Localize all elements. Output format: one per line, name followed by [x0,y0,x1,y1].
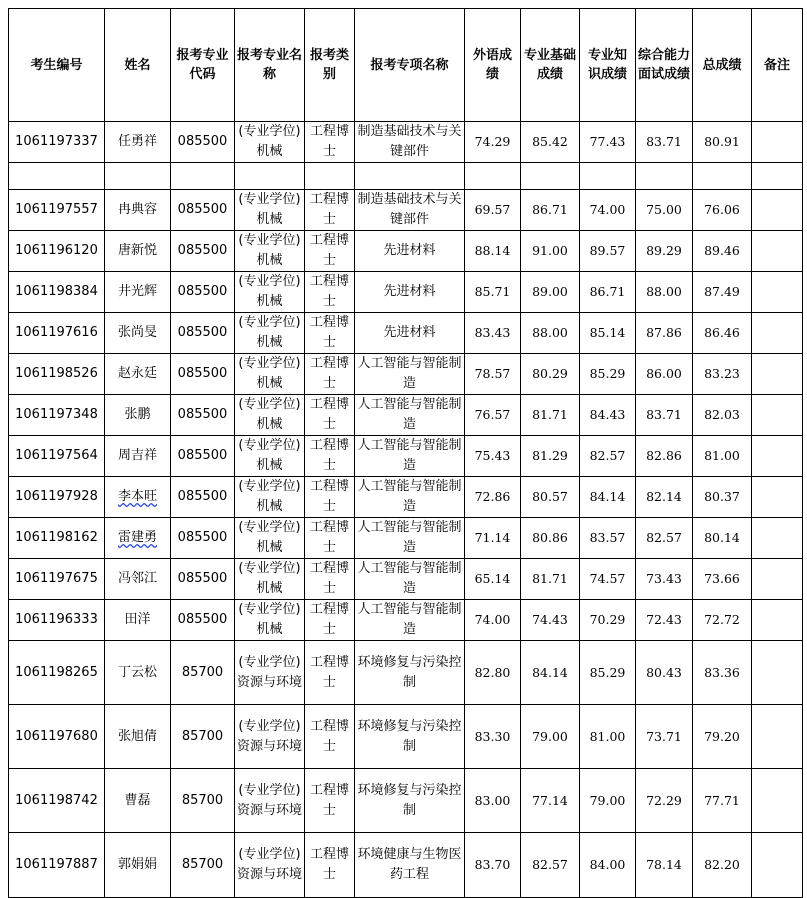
total-cell: 87.49 [693,272,752,313]
code-cell: 085500 [171,559,235,600]
knowledge-cell: 83.57 [580,518,636,559]
interview-cell: 86.00 [636,354,693,395]
header-cell: 报考专业代码 [171,9,235,122]
interview-cell: 73.71 [636,705,693,769]
type-cell: 工程博士 [305,436,355,477]
name-cell: 周吉祥 [105,436,171,477]
knowledge-cell: 85.14 [580,313,636,354]
code-cell: 085500 [171,122,235,163]
remark-cell [752,436,803,477]
total-cell: 77.71 [693,769,752,833]
basic-cell: 81.71 [521,559,580,600]
remark-cell [752,190,803,231]
foreign-cell: 78.57 [465,354,521,395]
type-cell: 工程博士 [305,313,355,354]
total-cell: 81.00 [693,436,752,477]
interview-cell: 73.43 [636,559,693,600]
type-cell: 工程博士 [305,231,355,272]
foreign-cell: 75.43 [465,436,521,477]
foreign-cell: 65.14 [465,559,521,600]
foreign-cell: 82.80 [465,641,521,705]
table-row [9,272,803,313]
code-cell: 085500 [171,231,235,272]
type-cell: 工程博士 [305,769,355,833]
basic-cell: 80.57 [521,477,580,518]
special-cell: 环境修复与污染控制 [355,641,465,705]
type-cell: 工程博士 [305,122,355,163]
remark-cell [752,122,803,163]
major-cell: (专业学位)机械 [235,600,305,641]
knowledge-cell: 84.14 [580,477,636,518]
foreign-cell: 88.14 [465,231,521,272]
foreign-cell: 74.00 [465,600,521,641]
total-cell: 83.23 [693,354,752,395]
special-cell: 环境健康与生物医药工程 [355,833,465,898]
name-cell: 田洋 [105,600,171,641]
table-row [9,559,803,600]
table-row [9,395,803,436]
knowledge-cell: 77.43 [580,122,636,163]
special-cell: 先进材料 [355,231,465,272]
name-cell: 井光辉 [105,272,171,313]
interview-cell: 83.71 [636,395,693,436]
special-cell: 人工智能与智能制造 [355,436,465,477]
code-cell: 85700 [171,705,235,769]
type-cell: 工程博士 [305,354,355,395]
special-cell: 人工智能与智能制造 [355,354,465,395]
major-cell: (专业学位)机械 [235,395,305,436]
name-cell: 李本旺 [105,477,171,518]
foreign-cell: 74.29 [465,122,521,163]
basic-cell: 77.14 [521,769,580,833]
interview-cell: 88.00 [636,272,693,313]
interview-cell: 82.14 [636,477,693,518]
interview-cell: 80.43 [636,641,693,705]
spacer-cell [752,163,803,190]
major-cell: (专业学位)机械 [235,436,305,477]
foreign-cell: 72.86 [465,477,521,518]
spacer-cell [521,163,580,190]
type-cell: 工程博士 [305,833,355,898]
name-cell: 张尚旻 [105,313,171,354]
foreign-cell: 83.00 [465,769,521,833]
id-cell: 1061198162 [9,518,105,559]
header-cell: 专业基础成绩 [521,9,580,122]
special-cell: 先进材料 [355,272,465,313]
major-cell: (专业学位)资源与环境 [235,641,305,705]
remark-cell [752,477,803,518]
major-cell: (专业学位)机械 [235,190,305,231]
name-cell: 赵永廷 [105,354,171,395]
basic-cell: 79.00 [521,705,580,769]
knowledge-cell: 84.43 [580,395,636,436]
code-cell: 85700 [171,769,235,833]
name-cell: 张旭倩 [105,705,171,769]
id-cell: 1061198742 [9,769,105,833]
special-cell: 人工智能与智能制造 [355,518,465,559]
total-cell: 79.20 [693,705,752,769]
interview-cell: 82.57 [636,518,693,559]
knowledge-cell: 74.00 [580,190,636,231]
special-cell: 先进材料 [355,313,465,354]
knowledge-cell: 85.29 [580,641,636,705]
name-cell: 丁云松 [105,641,171,705]
header-cell: 总成绩 [693,9,752,122]
name-cell: 唐新悦 [105,231,171,272]
code-cell: 085500 [171,272,235,313]
id-cell: 1061197928 [9,477,105,518]
remark-cell [752,354,803,395]
remark-cell [752,705,803,769]
major-cell: (专业学位)资源与环境 [235,705,305,769]
special-cell: 人工智能与智能制造 [355,477,465,518]
special-cell: 制造基础技术与关键部件 [355,190,465,231]
header-cell: 外语成绩 [465,9,521,122]
remark-cell [752,313,803,354]
id-cell: 1061197348 [9,395,105,436]
id-cell: 1061198384 [9,272,105,313]
id-cell: 1061196120 [9,231,105,272]
code-cell: 85700 [171,833,235,898]
spacer-cell [580,163,636,190]
basic-cell: 84.14 [521,641,580,705]
remark-cell [752,769,803,833]
type-cell: 工程博士 [305,559,355,600]
header-cell: 考生编号 [9,9,105,122]
spacer-cell [9,163,105,190]
table-row [9,436,803,477]
interview-cell: 83.71 [636,122,693,163]
name-cell: 张鹏 [105,395,171,436]
basic-cell: 89.00 [521,272,580,313]
id-cell: 1061197557 [9,190,105,231]
major-cell: (专业学位)机械 [235,231,305,272]
spacer-cell [636,163,693,190]
basic-cell: 82.57 [521,833,580,898]
basic-cell: 86.71 [521,190,580,231]
header-cell: 综合能力面试成绩 [636,9,693,122]
interview-cell: 82.86 [636,436,693,477]
knowledge-cell: 85.29 [580,354,636,395]
type-cell: 工程博士 [305,272,355,313]
special-cell: 人工智能与智能制造 [355,600,465,641]
basic-cell: 81.71 [521,395,580,436]
total-cell: 83.36 [693,641,752,705]
basic-cell: 80.86 [521,518,580,559]
id-cell: 1061197680 [9,705,105,769]
score-table [8,8,803,898]
knowledge-cell: 81.00 [580,705,636,769]
total-cell: 76.06 [693,190,752,231]
interview-cell: 72.29 [636,769,693,833]
foreign-cell: 71.14 [465,518,521,559]
basic-cell: 81.29 [521,436,580,477]
total-cell: 72.72 [693,600,752,641]
table-row [9,354,803,395]
major-cell: (专业学位)资源与环境 [235,833,305,898]
type-cell: 工程博士 [305,518,355,559]
basic-cell: 91.00 [521,231,580,272]
total-cell: 73.66 [693,559,752,600]
total-cell: 86.46 [693,313,752,354]
major-cell: (专业学位)机械 [235,477,305,518]
header-row [9,9,803,122]
foreign-cell: 83.70 [465,833,521,898]
major-cell: (专业学位)机械 [235,122,305,163]
total-cell: 89.46 [693,231,752,272]
header-cell: 报考专项名称 [355,9,465,122]
table-row [9,705,803,769]
name-cell: 冉典容 [105,190,171,231]
basic-cell: 80.29 [521,354,580,395]
total-cell: 80.37 [693,477,752,518]
table-row [9,769,803,833]
spacer-cell [235,163,305,190]
table-row [9,190,803,231]
name-cell: 任勇祥 [105,122,171,163]
basic-cell: 88.00 [521,313,580,354]
special-cell: 制造基础技术与关键部件 [355,122,465,163]
total-cell: 80.91 [693,122,752,163]
major-cell: (专业学位)机械 [235,559,305,600]
table-row [9,833,803,898]
foreign-cell: 85.71 [465,272,521,313]
code-cell: 085500 [171,313,235,354]
special-cell: 人工智能与智能制造 [355,395,465,436]
id-cell: 1061197337 [9,122,105,163]
header-cell: 姓名 [105,9,171,122]
table-row [9,477,803,518]
major-cell: (专业学位)资源与环境 [235,769,305,833]
foreign-cell: 83.30 [465,705,521,769]
major-cell: (专业学位)机械 [235,272,305,313]
remark-cell [752,395,803,436]
knowledge-cell: 70.29 [580,600,636,641]
knowledge-cell: 89.57 [580,231,636,272]
remark-cell [752,272,803,313]
interview-cell: 78.14 [636,833,693,898]
interview-cell: 89.29 [636,231,693,272]
type-cell: 工程博士 [305,395,355,436]
spacer-cell [305,163,355,190]
code-cell: 085500 [171,395,235,436]
spacer-cell [105,163,171,190]
code-cell: 085500 [171,477,235,518]
remark-cell [752,518,803,559]
foreign-cell: 76.57 [465,395,521,436]
code-cell: 085500 [171,354,235,395]
basic-cell: 85.42 [521,122,580,163]
total-cell: 82.03 [693,395,752,436]
id-cell: 1061197887 [9,833,105,898]
remark-cell [752,231,803,272]
major-cell: (专业学位)机械 [235,313,305,354]
knowledge-cell: 79.00 [580,769,636,833]
knowledge-cell: 86.71 [580,272,636,313]
foreign-cell: 83.43 [465,313,521,354]
table-body [9,122,803,898]
foreign-cell: 69.57 [465,190,521,231]
table-row [9,518,803,559]
spacer-cell [693,163,752,190]
name-cell: 曹磊 [105,769,171,833]
code-cell: 085500 [171,518,235,559]
remark-cell [752,641,803,705]
table-row [9,231,803,272]
special-cell: 环境修复与污染控制 [355,769,465,833]
code-cell: 085500 [171,190,235,231]
spacer-cell [171,163,235,190]
header-cell: 报考专业名称 [235,9,305,122]
table-row [9,641,803,705]
name-cell: 雷建勇 [105,518,171,559]
total-cell: 82.20 [693,833,752,898]
major-cell: (专业学位)机械 [235,518,305,559]
remark-cell [752,833,803,898]
type-cell: 工程博士 [305,477,355,518]
code-cell: 085500 [171,600,235,641]
knowledge-cell: 84.00 [580,833,636,898]
header-cell: 报考类别 [305,9,355,122]
type-cell: 工程博士 [305,705,355,769]
remark-cell [752,600,803,641]
code-cell: 85700 [171,641,235,705]
header-cell: 专业知识成绩 [580,9,636,122]
header-cell: 备注 [752,9,803,122]
interview-cell: 72.43 [636,600,693,641]
spacer-row [9,163,803,190]
code-cell: 085500 [171,436,235,477]
type-cell: 工程博士 [305,641,355,705]
id-cell: 1061198265 [9,641,105,705]
table-row [9,122,803,163]
type-cell: 工程博士 [305,190,355,231]
spacer-cell [355,163,465,190]
interview-cell: 75.00 [636,190,693,231]
knowledge-cell: 82.57 [580,436,636,477]
basic-cell: 74.43 [521,600,580,641]
name-cell: 冯邻江 [105,559,171,600]
table-row [9,313,803,354]
type-cell: 工程博士 [305,600,355,641]
special-cell: 环境修复与污染控制 [355,705,465,769]
id-cell: 1061197616 [9,313,105,354]
total-cell: 80.14 [693,518,752,559]
id-cell: 1061198526 [9,354,105,395]
knowledge-cell: 74.57 [580,559,636,600]
table-row [9,600,803,641]
spacer-cell [465,163,521,190]
id-cell: 1061197675 [9,559,105,600]
major-cell: (专业学位)机械 [235,354,305,395]
special-cell: 人工智能与智能制造 [355,559,465,600]
id-cell: 1061196333 [9,600,105,641]
name-cell: 郭娟娟 [105,833,171,898]
remark-cell [752,559,803,600]
id-cell: 1061197564 [9,436,105,477]
interview-cell: 87.86 [636,313,693,354]
